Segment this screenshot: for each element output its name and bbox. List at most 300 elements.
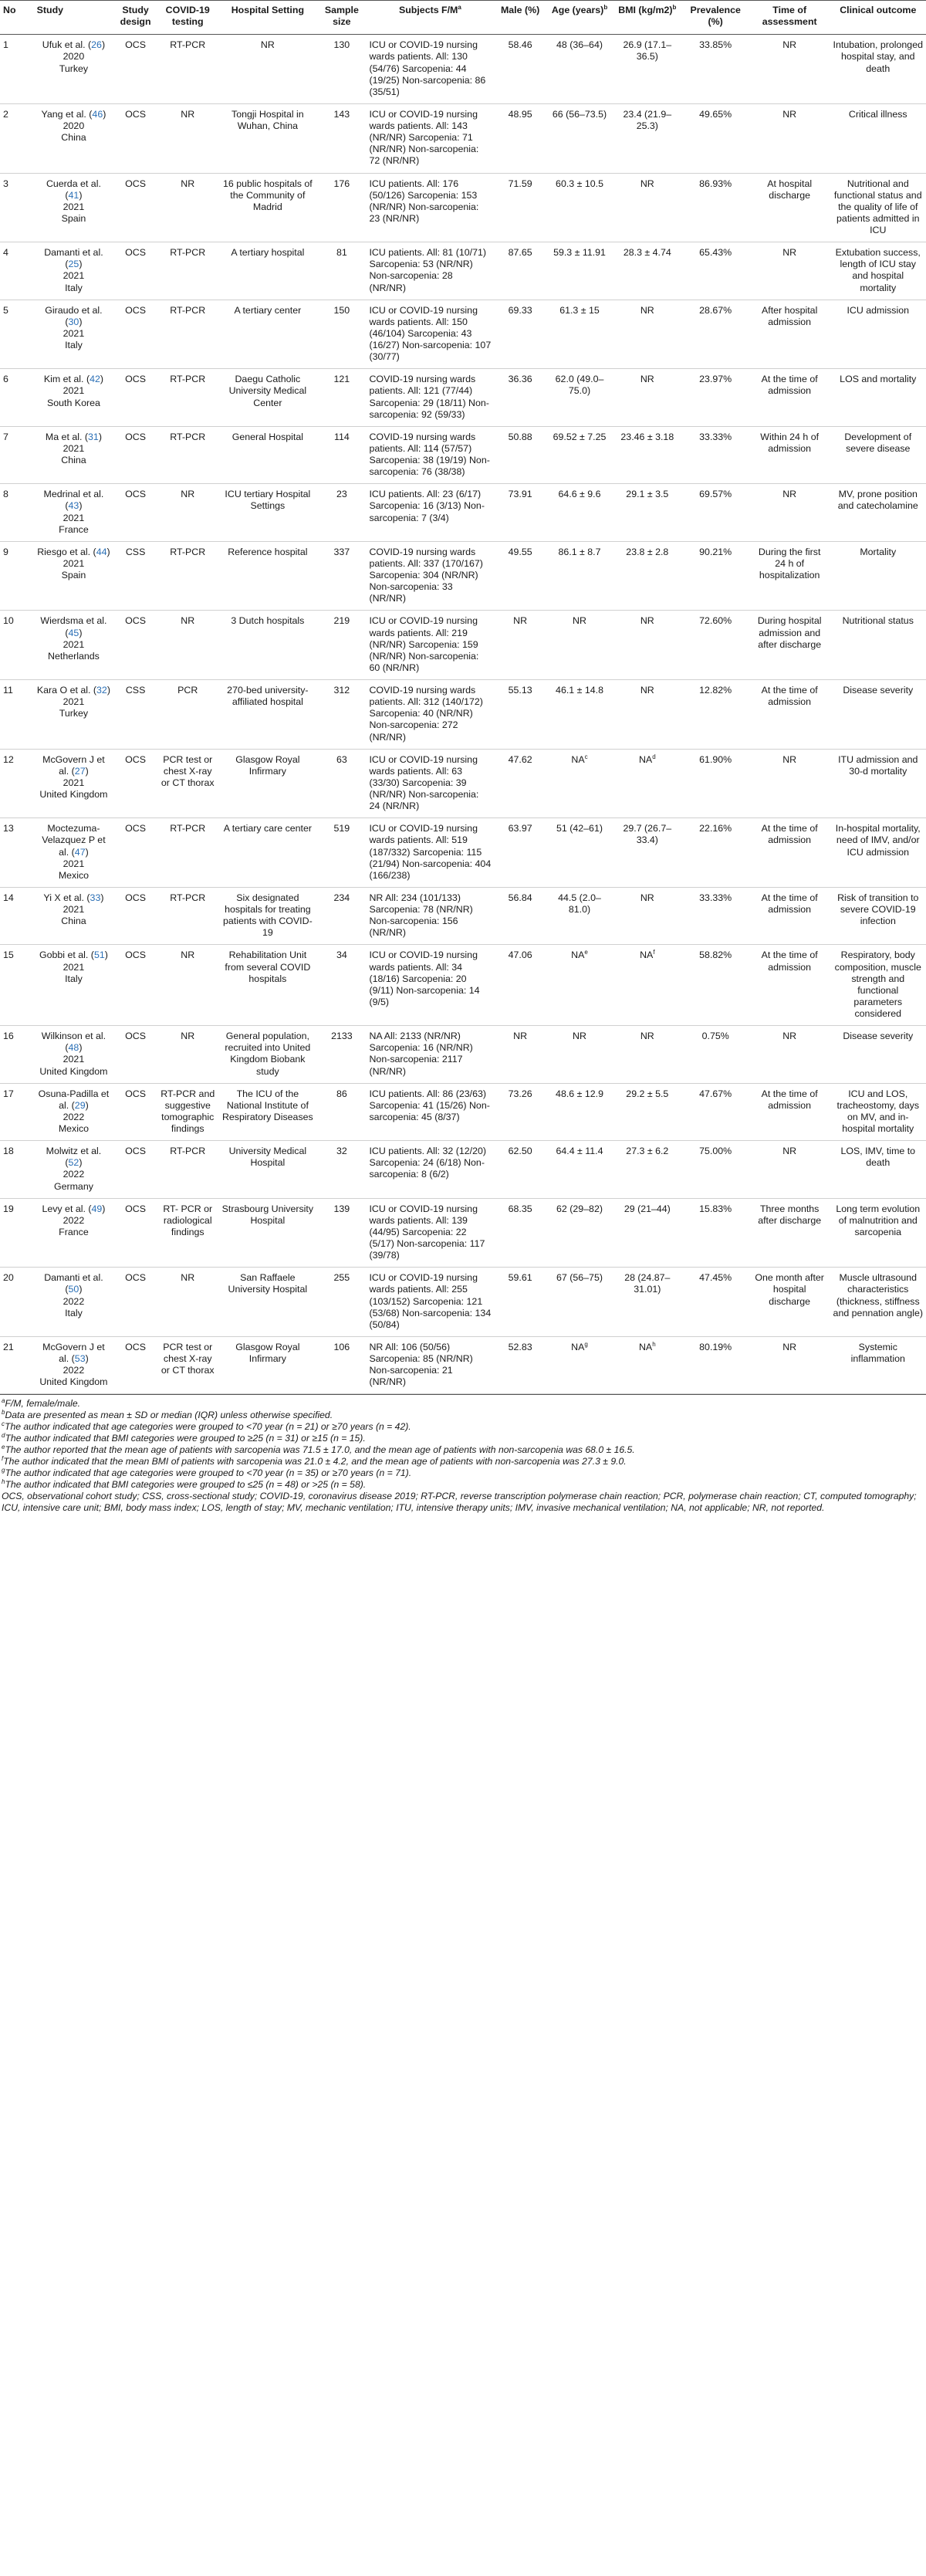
cell-clinical-outcome — [830, 680, 926, 750]
study-year: 2022 — [63, 1214, 85, 1226]
study-country: South Korea — [46, 397, 100, 408]
cell-sample-size-text: 337 — [333, 546, 350, 557]
reference-link[interactable]: 29 — [74, 1099, 86, 1111]
cell-subjects-text: ICU or COVID-19 nursing wards patients. All: 63 (33/30) Sarcopenia: 39 (NR/NR) Non-sarcopenia: 24 (NR/NR) — [369, 753, 479, 812]
reference-link[interactable]: 27 — [74, 765, 86, 777]
cell-male — [494, 1198, 546, 1268]
footnote-text: The author indicated that the mean BMI of patients with sarcopenia was 21.0 ± 4.2, and the mean age of patients with non-sarcopenia was 27.3 ± 9.0. — [3, 1456, 627, 1467]
cell-covid-testing — [157, 749, 218, 818]
footnote — [2, 1456, 924, 1467]
cell-prevalence-text: 49.65% — [699, 108, 732, 120]
cell-covid-testing-text: RT-PCR — [170, 546, 206, 557]
cell-subjects — [366, 611, 494, 680]
reference-link[interactable]: 44 — [96, 546, 107, 557]
cell-prevalence — [682, 103, 749, 173]
table-row — [0, 680, 926, 750]
footnote-text: Data are presented as mean ± SD or median (IQR) unless otherwise specified. — [5, 1410, 333, 1421]
cell-no — [0, 35, 34, 104]
cell-bmi-text: 23.8 ± 2.8 — [626, 546, 669, 557]
cell-sample-size-text: 23 — [336, 489, 347, 500]
cell-clinical-outcome — [830, 426, 926, 484]
cell-prevalence — [682, 680, 749, 750]
age-footnote-mark: g — [584, 1340, 588, 1348]
abbreviations-note: OCS, observational cohort study; CSS, cross-sectional study; COVID-19, coronavirus disease 2019; RT-PCR, reverse transcription polymerase chain reaction; PCR, polymerase chain reaction; CT, computed tomography; ICU, intensive care unit; BMI, body mass index; LOS, length of stay; MV, mechanic ventilation; ITU, intensive therapy units; IMV, invasive mechanical ventilation; NA, not applicable; NR, not reported. — [2, 1491, 917, 1514]
cell-study-design-text: OCS — [125, 304, 147, 316]
cell-subjects-text: ICU or COVID-19 nursing wards patients. All: 139 (44/95) Sarcopenia: 22 (5/17) Non-sarcopenia: 117 (39/78) — [369, 1203, 485, 1261]
cell-subjects — [366, 35, 494, 104]
cell-prevalence-text: 47.67% — [699, 1088, 732, 1099]
cell-bmi — [613, 945, 681, 1026]
cell-age — [546, 1268, 613, 1337]
table-body — [0, 35, 926, 1394]
header-hospital-setting: Hospital Setting — [218, 1, 318, 35]
cell-bmi-text: 27.3 ± 6.2 — [626, 1146, 669, 1157]
cell-subjects — [366, 1026, 494, 1084]
cell-age-text: NR — [573, 1031, 586, 1042]
cell-hospital-setting-text: Daegu Catholic University Medical Center — [228, 374, 307, 408]
reference-link[interactable]: 51 — [93, 949, 105, 961]
cell-clinical-outcome — [830, 611, 926, 680]
cell-study-design-text: CSS — [125, 546, 146, 557]
cell-male-text: 55.13 — [508, 685, 532, 696]
cell-study: McGovern J et al. (53) 2022 United Kingdom — [34, 1336, 114, 1394]
cell-prevalence — [682, 611, 749, 680]
cell-age-text: 86.1 ± 8.7 — [558, 546, 601, 557]
cell-age-text: 51 (42–61) — [556, 823, 603, 834]
cell-study: Kara O et al. (32) 2021 Turkey — [34, 680, 114, 750]
cell-covid-testing — [157, 1083, 218, 1141]
cell-time-of-assessment-text: NR — [782, 1031, 797, 1042]
cell-hospital-setting — [218, 749, 318, 818]
table-header-row — [0, 1, 926, 35]
cell-bmi — [613, 426, 681, 484]
cell-covid-testing-text: RT-PCR — [170, 823, 206, 834]
cell-time-of-assessment — [749, 945, 830, 1026]
study-year: 2021 — [63, 696, 85, 708]
reference-link[interactable]: 41 — [68, 189, 79, 201]
cell-sample-size-text: 34 — [336, 949, 347, 961]
cell-clinical-outcome — [830, 242, 926, 300]
cell-no — [0, 680, 34, 750]
cell-prevalence-text: 15.83% — [699, 1203, 732, 1214]
cell-no — [0, 818, 34, 888]
study-year: 2021 — [63, 961, 85, 973]
reference-link[interactable]: 26 — [91, 39, 102, 51]
cell-age-text: 46.1 ± 14.8 — [556, 685, 603, 696]
cell-prevalence — [682, 35, 749, 104]
cell-clinical-outcome-text: LOS and mortality — [840, 374, 917, 385]
study-year: 2020 — [63, 120, 85, 131]
cell-age-text: 64.4 ± 11.4 — [556, 1146, 603, 1157]
study-author: Levy et al. — [42, 1203, 86, 1214]
cell-age — [546, 103, 613, 173]
cell-covid-testing-text: RT-PCR and suggestive tomographic findings — [161, 1088, 215, 1134]
cell-no — [0, 945, 34, 1026]
cell-sample-size-text: 519 — [333, 823, 350, 834]
cell-sample-size-text: 219 — [333, 615, 350, 627]
cell-subjects-text: ICU or COVID-19 nursing wards patients. All: 255 (103/152) Sarcopenia: 121 (53/68) Non-sarcopenia: 134 (50/84) — [369, 1272, 492, 1330]
cell-no — [0, 242, 34, 300]
cell-bmi — [613, 611, 681, 680]
cell-no-text: 8 — [3, 489, 8, 500]
study-country: China — [61, 132, 86, 144]
cell-hospital-setting-text: San Raffaele University Hospital — [228, 1272, 308, 1295]
cell-subjects-text: ICU patients. All: 23 (6/17) Sarcopenia: 16 (3/13) Non-sarcopenia: 7 (3/4) — [369, 489, 485, 523]
cell-age — [546, 818, 613, 888]
cell-bmi-text: NA — [640, 949, 654, 961]
cell-prevalence — [682, 484, 749, 542]
footnote — [2, 1467, 924, 1479]
cell-time-of-assessment-text: During hospital admission and after discharge — [757, 615, 822, 650]
study-year: 2021 — [63, 385, 85, 397]
cell-sample-size — [317, 680, 366, 750]
cell-hospital-setting-text: Tongji Hospital in Wuhan, China — [231, 108, 304, 131]
cell-subjects — [366, 173, 494, 242]
cell-time-of-assessment-text: Three months after discharge — [758, 1203, 822, 1226]
cell-male-text: NR — [513, 615, 528, 627]
cell-clinical-outcome — [830, 103, 926, 173]
reference-link[interactable]: 47 — [74, 846, 86, 858]
cell-male-text: 68.35 — [508, 1203, 532, 1214]
cell-age-text: NA — [571, 1341, 585, 1352]
cell-bmi — [613, 1268, 681, 1337]
cell-covid-testing-text: RT-PCR — [170, 39, 206, 51]
header-bmi: BMI $(kg/m2)^b$ — [613, 1, 681, 35]
cell-clinical-outcome — [830, 300, 926, 369]
cell-prevalence-text: 75.00% — [699, 1146, 732, 1157]
cell-male — [494, 1083, 546, 1141]
study-author: Wilkinson et al. — [41, 1031, 106, 1042]
cell-covid-testing — [157, 426, 218, 484]
cell-age-text: 61.3 ± 15 — [559, 304, 600, 316]
cell-subjects-text: NR All: 106 (50/56) Sarcopenia: 85 (NR/NR) Non-sarcopenia: 21 (NR/NR) — [369, 1341, 473, 1388]
cell-sample-size-text: 86 — [336, 1088, 347, 1099]
cell-age-text: 44.5 (2.0–81.0) — [558, 892, 601, 915]
header-covid-testing: COVID-19 testing — [157, 1, 218, 35]
cell-bmi-text: NR — [640, 892, 654, 903]
cell-study-design-text: OCS — [125, 615, 147, 627]
table-row — [0, 173, 926, 242]
cell-time-of-assessment-text: NR — [782, 489, 797, 500]
cell-hospital-setting — [218, 300, 318, 369]
cell-time-of-assessment-text: At the time of admission — [761, 1088, 818, 1111]
cell-study-design — [113, 818, 157, 888]
cell-subjects-text: ICU or COVID-19 nursing wards patients. All: 150 (46/104) Sarcopenia: 43 (16/27) Non-sarcopenia: 107 (30/77) — [369, 304, 492, 363]
cell-bmi-text: 29.1 ± 3.5 — [626, 489, 669, 500]
cell-age — [546, 1141, 613, 1199]
study-year: 2021 — [63, 512, 85, 523]
cell-hospital-setting-text: Reference hospital — [228, 546, 308, 557]
cell-covid-testing-text: RT-PCR — [170, 304, 206, 316]
cell-prevalence-text: 23.97% — [699, 374, 732, 385]
reference-link[interactable]: 25 — [68, 259, 79, 270]
table-row — [0, 818, 926, 888]
cell-prevalence — [682, 426, 749, 484]
header-male: Male (%) — [494, 1, 546, 35]
cell-bmi — [613, 541, 681, 611]
cell-study-design-text: OCS — [125, 949, 147, 961]
cell-covid-testing — [157, 484, 218, 542]
cell-prevalence — [682, 749, 749, 818]
cell-time-of-assessment — [749, 300, 830, 369]
reference-link[interactable]: 31 — [88, 431, 99, 442]
cell-time-of-assessment-text: NR — [782, 1341, 797, 1352]
study-author: McGovern J et al. — [42, 753, 105, 777]
cell-subjects-text: ICU patients. All: 81 (10/71) Sarcopenia: 53 (NR/NR) Non-sarcopenia: 28 (NR/NR) — [369, 247, 487, 293]
cell-bmi-text: NA — [638, 1341, 653, 1352]
cell-bmi — [613, 680, 681, 750]
study-country: Germany — [53, 1180, 93, 1192]
reference-link[interactable]: 50 — [68, 1284, 79, 1295]
cell-prevalence — [682, 1268, 749, 1337]
cell-hospital-setting — [218, 1141, 318, 1199]
cell-age-text: NA — [571, 753, 585, 765]
cell-time-of-assessment-text: One month after hospital discharge — [755, 1272, 824, 1307]
study-year: 2021 — [63, 777, 85, 788]
study-author: Yi X et al. — [43, 892, 84, 903]
study-author: Osuna-Padilla et al. — [38, 1088, 110, 1111]
cell-time-of-assessment-text: Within 24 h of admission — [760, 431, 820, 454]
cell-subjects — [366, 426, 494, 484]
study-year: 2022 — [63, 1295, 85, 1307]
cell-prevalence-text: 12.82% — [699, 685, 732, 696]
cell-subjects — [366, 818, 494, 888]
cell-age — [546, 945, 613, 1026]
cell-sample-size — [317, 103, 366, 173]
cell-hospital-setting — [218, 1268, 318, 1337]
cell-age — [546, 300, 613, 369]
cell-hospital-setting — [218, 1198, 318, 1268]
study-author: Giraudo et al. — [45, 304, 103, 316]
cell-bmi — [613, 1141, 681, 1199]
cell-hospital-setting — [218, 426, 318, 484]
bmi-footnote-mark: d — [652, 753, 656, 760]
cell-sample-size-text: 176 — [333, 178, 350, 189]
table-row — [0, 1198, 926, 1268]
header-sample-size: Sample size — [317, 1, 366, 35]
study-country: United Kingdom — [39, 789, 108, 800]
cell-time-of-assessment — [749, 611, 830, 680]
cell-no-text: 5 — [3, 304, 8, 316]
cell-subjects-text: NA All: 2133 (NR/NR) Sarcopenia: 16 (NR/NR) Non-sarcopenia: 2117 (NR/NR) — [369, 1031, 473, 1077]
cell-prevalence-text: 33.33% — [699, 431, 732, 442]
cell-time-of-assessment-text: At the time of admission — [761, 823, 818, 846]
cell-subjects-text: COVID-19 nursing wards patients. All: 337 (170/167) Sarcopenia: 304 (NR/NR) Non-sarcopenia: 33 (NR/NR) — [369, 546, 483, 604]
cell-male — [494, 1026, 546, 1084]
cell-sample-size-text: 130 — [333, 39, 350, 51]
footnote-mark: g — [2, 1467, 5, 1474]
bmi-footnote-mark: h — [652, 1340, 656, 1348]
cell-study-design — [113, 611, 157, 680]
cell-no-text: 13 — [3, 823, 14, 834]
cell-study: Gobbi et al. (51) 2021 Italy — [34, 945, 114, 1026]
cell-hospital-setting-text: Strasbourg University Hospital — [221, 1203, 314, 1226]
cell-study-design-text: OCS — [125, 1272, 147, 1284]
reference-link[interactable]: 30 — [68, 316, 79, 327]
cell-hospital-setting — [218, 818, 318, 888]
study-year: 2021 — [63, 1054, 85, 1065]
cell-no-text: 18 — [3, 1146, 14, 1157]
reference-link[interactable]: 52 — [68, 1157, 79, 1169]
reference-link[interactable]: 53 — [74, 1353, 86, 1364]
cell-no — [0, 103, 34, 173]
cell-subjects-text: ICU or COVID-19 nursing wards patients. All: 130 (54/76) Sarcopenia: 44 (19/25) Non-sarcopenia: 86 (35/51) — [369, 39, 486, 97]
cell-male — [494, 1336, 546, 1394]
cell-male — [494, 242, 546, 300]
cell-bmi — [613, 1198, 681, 1268]
cell-bmi-text: NR — [640, 1031, 654, 1042]
cell-study: Osuna-Padilla et al. (29) 2022 Mexico — [34, 1083, 114, 1141]
cell-study-design — [113, 887, 157, 945]
study-year: 2021 — [63, 904, 85, 915]
cell-male-text: 49.55 — [508, 546, 532, 557]
cell-male — [494, 300, 546, 369]
cell-time-of-assessment-text: NR — [782, 753, 797, 765]
study-author: Wierdsma et al. — [40, 615, 107, 627]
cell-bmi-text: 23.4 (21.9–25.3) — [623, 108, 672, 131]
cell-bmi-text: NR — [640, 304, 654, 316]
cell-time-of-assessment — [749, 484, 830, 542]
cell-covid-testing — [157, 680, 218, 750]
cell-male-text: 50.88 — [508, 431, 532, 442]
reference-link[interactable]: 32 — [96, 685, 107, 696]
study-year: 2020 — [63, 51, 85, 63]
cell-sample-size-text: 63 — [336, 753, 347, 765]
cell-subjects — [366, 749, 494, 818]
cell-hospital-setting — [218, 887, 318, 945]
reference-link[interactable]: 45 — [68, 627, 79, 638]
reference-link[interactable]: 42 — [90, 374, 100, 385]
cell-time-of-assessment-text: At the time of admission — [761, 892, 818, 915]
cell-no-text: 11 — [3, 685, 13, 696]
cell-hospital-setting — [218, 945, 318, 1026]
cell-study: Wierdsma et al. (45) 2021 Netherlands — [34, 611, 114, 680]
cell-prevalence-text: 58.82% — [699, 949, 732, 961]
footnote-mark: a — [2, 1397, 5, 1405]
cell-prevalence-text: 90.21% — [699, 546, 732, 557]
cell-sample-size — [317, 369, 366, 427]
cell-subjects — [366, 541, 494, 611]
study-author: Yang et al. — [41, 108, 86, 120]
cell-no-text: 14 — [3, 892, 14, 903]
cell-prevalence — [682, 887, 749, 945]
cell-study-design — [113, 680, 157, 750]
table-row — [0, 1336, 926, 1394]
cell-hospital-setting-text: General Hospital — [231, 431, 303, 442]
cell-no — [0, 484, 34, 542]
study-author: McGovern J et al. — [42, 1341, 105, 1364]
cell-male — [494, 541, 546, 611]
cell-no — [0, 1141, 34, 1199]
cell-clinical-outcome-text: Mortality — [860, 546, 897, 557]
cell-clinical-outcome — [830, 1141, 926, 1199]
study-year: 2022 — [63, 1365, 85, 1376]
cell-male — [494, 749, 546, 818]
cell-male-text: 71.59 — [508, 178, 532, 189]
cell-study: Yang et al. (46) 2020 China — [34, 103, 114, 173]
reference-link[interactable]: 33 — [90, 892, 101, 903]
cell-sample-size — [317, 1083, 366, 1141]
cell-no-text: 2 — [3, 108, 8, 120]
table-row — [0, 369, 926, 427]
cell-bmi-text: NA — [638, 753, 653, 765]
cell-study-design-text: OCS — [125, 489, 147, 500]
study-author: Ufuk et al. — [42, 39, 86, 51]
study-country: China — [61, 916, 86, 927]
cell-age — [546, 484, 613, 542]
cell-age-text: 69.52 ± 7.25 — [553, 431, 607, 442]
header-no: No — [0, 1, 34, 35]
study-author: Ma et al. — [45, 431, 83, 442]
cell-subjects-text: ICU or COVID-19 nursing wards patients. All: 219 (NR/NR) Sarcopenia: 159 (NR/NR) Non-sarcopenia: 60 (NR/NR) — [369, 615, 479, 673]
footnote-mark: f — [2, 1455, 4, 1463]
cell-study-design — [113, 35, 157, 104]
study-author: Moctezuma-Velazquez P et al. — [42, 823, 106, 858]
cell-covid-testing — [157, 887, 218, 945]
cell-hospital-setting — [218, 369, 318, 427]
cell-subjects-text: ICU or COVID-19 nursing wards patients. All: 519 (187/332) Sarcopenia: 115 (21/94) Non-sarcopenia: 404 (166/238) — [369, 823, 492, 881]
cell-age — [546, 369, 613, 427]
cell-bmi-text: 29.7 (26.7–33.4) — [623, 823, 672, 846]
cell-sample-size — [317, 1268, 366, 1337]
footnote — [2, 1433, 924, 1444]
cell-time-of-assessment-text: NR — [782, 1146, 797, 1157]
cell-time-of-assessment — [749, 1083, 830, 1141]
study-country: France — [59, 1226, 89, 1237]
study-country: Italy — [65, 1307, 83, 1318]
cell-no — [0, 1083, 34, 1141]
cell-bmi — [613, 484, 681, 542]
reference-link[interactable]: 46 — [92, 108, 103, 120]
cell-time-of-assessment — [749, 749, 830, 818]
cell-no-text: 9 — [3, 546, 8, 557]
cell-age-text: 67 (56–75) — [556, 1272, 603, 1284]
cell-sample-size-text: 121 — [333, 374, 350, 385]
cell-clinical-outcome — [830, 818, 926, 888]
cell-covid-testing-text: NR — [181, 108, 195, 120]
cell-covid-testing-text: RT-PCR — [170, 247, 206, 259]
table-row — [0, 300, 926, 369]
reference-link[interactable]: 49 — [91, 1203, 103, 1214]
cell-age-text: 59.3 ± 11.91 — [553, 247, 606, 259]
table-row — [0, 35, 926, 104]
cell-covid-testing-text: PCR test or chest X-ray or CT thorax — [161, 753, 215, 788]
footnote — [2, 1398, 924, 1410]
footnote-mark: d — [2, 1432, 5, 1440]
cell-time-of-assessment — [749, 103, 830, 173]
study-author: Damanti et al. — [44, 1272, 103, 1284]
footnote-text: The author reported that the mean age of patients with sarcopenia was 71.5 ± 17.0, and the mean age of patients with non-sarcopenia was 68.0 ± 16.5. — [5, 1444, 635, 1456]
cell-covid-testing — [157, 300, 218, 369]
cell-age — [546, 749, 613, 818]
cell-prevalence-text: 69.57% — [699, 489, 732, 500]
table-row — [0, 242, 926, 300]
cell-sample-size-text: 2133 — [331, 1031, 353, 1042]
reference-link[interactable]: 48 — [68, 1042, 79, 1054]
cell-covid-testing — [157, 1141, 218, 1199]
cell-age — [546, 1336, 613, 1394]
cell-hospital-setting — [218, 484, 318, 542]
reference-link[interactable]: 43 — [68, 500, 79, 512]
cell-sample-size-text: 234 — [333, 892, 350, 903]
study-country: Mexico — [58, 1123, 90, 1134]
cell-study-design-text: OCS — [125, 431, 147, 442]
cell-subjects — [366, 1141, 494, 1199]
cell-prevalence-text: 47.45% — [699, 1272, 732, 1284]
cell-age — [546, 1083, 613, 1141]
study-year: 2021 — [63, 327, 85, 339]
study-year: 2021 — [63, 638, 85, 650]
